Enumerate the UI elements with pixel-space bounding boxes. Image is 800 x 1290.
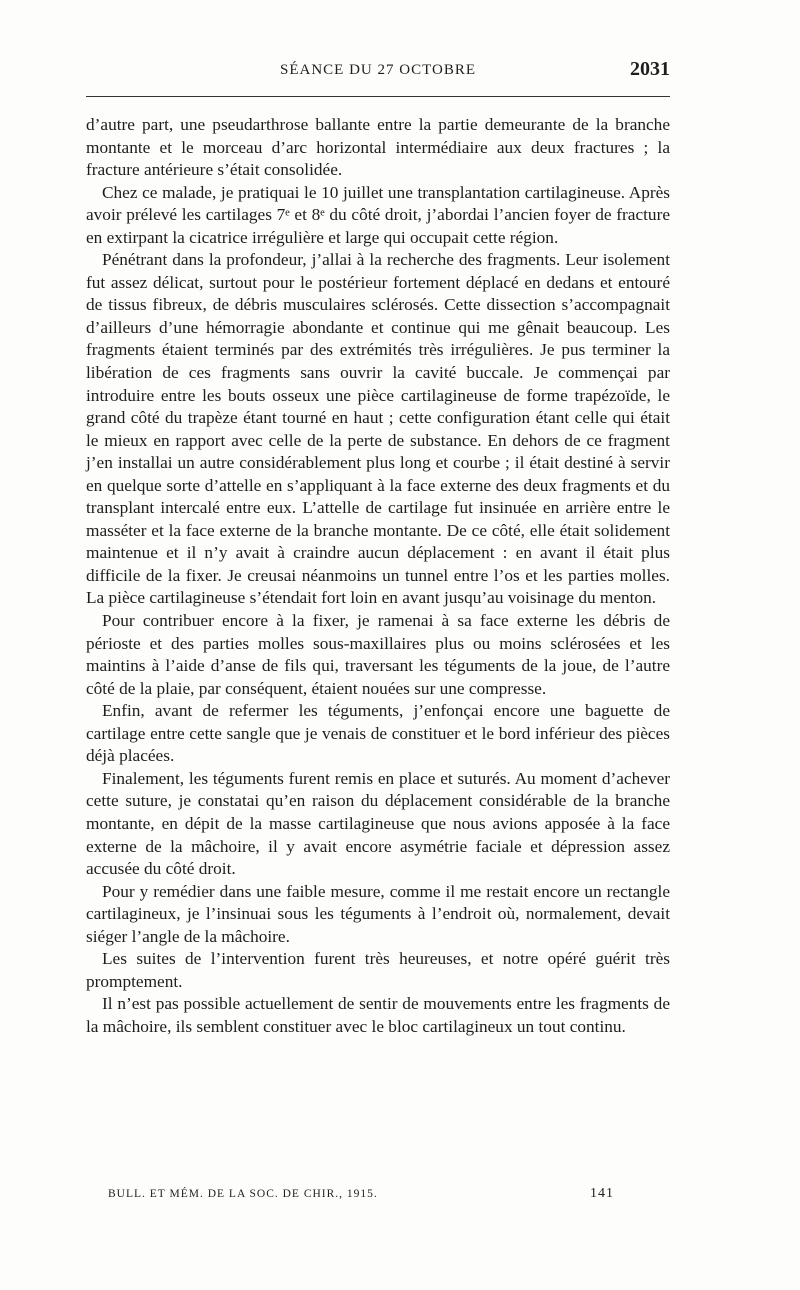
- paragraph: Pour contribuer encore à la fixer, je ramenai à sa face externe les débris de périoste et des parties molles sous-maxillaires plus ou moins sclérosées et les maintins à l’aide d’anse de fils qui, traversant les téguments de la joue, de l’autre côté de la plaie, par conséquent, étaient nouées sur une compresse.: [86, 611, 670, 698]
- page-number: 2031: [630, 58, 670, 80]
- paragraph: Il n’est pas possible actuellement de sentir de mouvements entre les fragments de la mâchoire, ils semblent constituer avec le bloc cartilagineux un tout continu.: [86, 994, 670, 1036]
- paragraph: Pour y remédier dans une faible mesure, comme il me restait encore un rectangle cartilagineux, je l’insinuai sous les téguments à l’endroit où, normalement, devait siéger l’angle de la mâchoire.: [86, 881, 670, 946]
- running-header: [86, 58, 670, 88]
- paragraph-continued: d’autre part, une pseudarthrose ballante entre la partie demeurante de la branche montante et le morceau d’arc horizontal intermédiaire aux deux fractures ; la fracture antérieure s’était consolidée.: [86, 115, 670, 180]
- paragraph: Finalement, les téguments furent remis en place et suturés. Au moment d’achever cette suture, je constatai qu’en raison du déplacement considérable de la branche montante, en dépit de la masse cartilagineuse que nous avions apposée à la face externe de la mâchoire, il y avait encore asymétrie faciale et dépression assez accusée du côté droit.: [86, 768, 670, 879]
- paragraph: Chez ce malade, je pratiquai le 10 juillet une transplantation cartilagineuse. Après avoir prélevé les cartilages 7ᵉ et 8ᵉ du côté droit, j’abordai l’ancien foyer de fracture en extirpant la cicatrice irrégulière et large qui occupait cette région.: [86, 182, 670, 247]
- page-footer: [108, 1186, 614, 1206]
- paragraph: Enfin, avant de refermer les téguments, j’enfonçai encore une baguette de cartilage entre cette sangle que je venais de constituer et le bord inférieur des pièces déjà placées.: [86, 701, 670, 766]
- paragraph: Pénétrant dans la profondeur, j’allai à la recherche des fragments. Leur isolement fut assez délicat, surtout pour le postérieur fortement déplacé en dedans et entouré de tissus fibreux, de débris musculaires sclérosés. Cette dissection s’accompagnait d’ailleurs d’une hémorragie abondante et continue qui me gênait beaucoup. Les fragments étaient terminés par des extrémités très irrégulières. Je pus terminer la libération de ces fragments sans ouvrir la cavité buccale. Je commençai par introduire entre les bouts osseux une pièce cartilagineuse de forme trapézoïde, le grand côté du trapèze étant tourné en haut ; cette configuration étant celle qui était le mieux en rapport avec celle de la perte de substance. En dehors de ce fragment j’en installai un autre considérablement plus long et courbe ; il était destiné à servir en quelque sorte d’attelle en s’appliquant à la face externe des deux fragments et du transplant intercalé entre eux. L’attelle de cartilage fut insinuée en arrière entre le masséter et la face externe de la branche montante. De ce côté, elle était solidement maintenue et il n’y avait à craindre aucun déplacement : en avant il était plus difficile de la fixer. Je creusai néanmoins un tunnel entre l’os et les parties molles. La pièce cartilagineuse s’étendait fort loin en avant jusqu’au voisinage du menton.: [86, 250, 670, 608]
- sheet-number: 141: [590, 1186, 614, 1201]
- running-title: SÉANCE DU 27 OCTOBRE: [280, 62, 476, 78]
- body-text: [86, 114, 670, 1038]
- header-rule: [86, 96, 670, 97]
- paragraph: Les suites de l’intervention furent très heureuses, et notre opéré guérit très promptement.: [86, 949, 670, 991]
- journal-reference: BULL. ET MÉM. DE LA SOC. DE CHIR., 1915.: [108, 1188, 378, 1200]
